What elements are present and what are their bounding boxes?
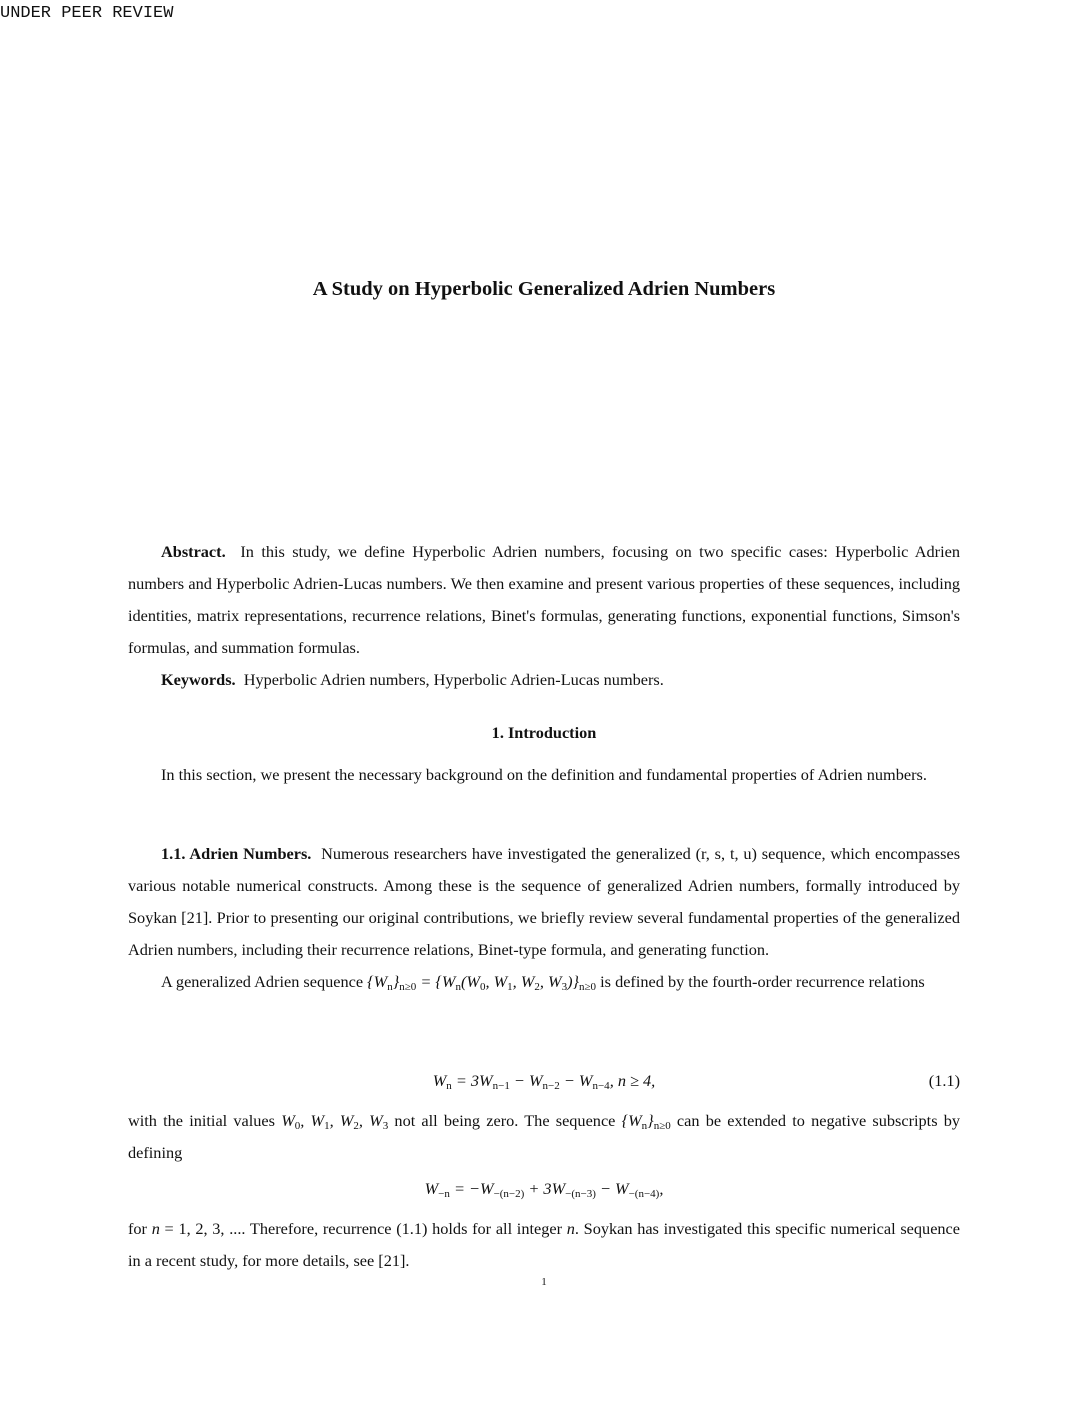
math-sub: n: [641, 1120, 648, 1132]
initial-values-paragraph: [128, 1105, 960, 1169]
math-sub: −(n−3): [565, 1188, 596, 1200]
math: )}: [567, 972, 580, 991]
equation-negative-subscripts: [128, 1173, 960, 1205]
intro-paragraph: [128, 759, 960, 791]
text: not all being zero. The sequence: [388, 1111, 622, 1130]
math-sub: 0: [294, 1120, 301, 1132]
math: {W: [621, 1111, 642, 1130]
subsection-text: Numerous researchers have investigated the generalized (r, s, t, u) sequence, which encompasses various notable numerical constructs. Among these is the sequence of generalized Adrien numbers, formally introduced by Soykan [21]. Prior to presenting our original contributions, we briefly review several fundamental properties of the generalized Adrien numbers, including their recurrence relations, Binet-type formula, and generating function.: [128, 844, 961, 959]
math-sub: −(n−4): [628, 1188, 660, 1200]
math-sub: n−2: [542, 1080, 560, 1092]
math: n: [566, 1219, 575, 1238]
intro-text: In this section, we present the necessary background on the definition and fundamental properties of Adrien numbers.: [161, 765, 927, 784]
math-sub: 0: [479, 981, 486, 993]
math: }: [392, 972, 400, 991]
keywords-label: Keywords.: [161, 670, 236, 689]
math: {W: [367, 972, 388, 991]
math-sub: 1: [324, 1120, 330, 1132]
section-heading-introduction: 1. Introduction: [491, 723, 597, 742]
math: − W: [509, 1071, 543, 1090]
math-sub: n: [446, 1080, 452, 1092]
math-sub: n: [387, 981, 393, 993]
math-sub: −(n−2): [493, 1188, 525, 1200]
keywords-text: Hyperbolic Adrien numbers, Hyperbolic Adrien-Lucas numbers.: [243, 670, 664, 689]
math-sub: n≥0: [653, 1120, 671, 1132]
math: , W: [358, 1111, 383, 1130]
math: , W: [539, 972, 562, 991]
math-sub: n≥0: [579, 981, 597, 993]
math: W: [432, 1071, 447, 1090]
math-sub: n≥0: [399, 981, 417, 993]
abstract-label: Abstract.: [161, 542, 226, 561]
text: . Soykan has investigated this specific numerical sequence in a recent study, for more details, see [21].: [128, 1219, 961, 1270]
abstract: [128, 536, 960, 696]
math: (W: [460, 972, 480, 991]
paper-title: A Study on Hyperbolic Generalized Adrien Numbers: [312, 278, 776, 300]
math: , n ≥ 4,: [609, 1071, 656, 1090]
text: is defined by the fourth-order recurrence relations: [596, 972, 925, 991]
math: n: [151, 1219, 160, 1238]
math-sub: −n: [438, 1188, 450, 1200]
abstract-paragraph: [128, 536, 960, 664]
keywords-paragraph: [128, 664, 960, 696]
math-sub: 3: [561, 981, 568, 993]
math: = −W: [449, 1179, 494, 1198]
math: = 3W: [451, 1071, 493, 1090]
math: W: [281, 1111, 295, 1130]
math-sub: 2: [353, 1120, 359, 1132]
closing-paragraph: [128, 1213, 960, 1277]
text: can be extended to negative subscripts by defining: [128, 1111, 961, 1162]
sequence-definition: [128, 966, 960, 998]
page-number: 1: [541, 1276, 547, 1288]
math: ,: [659, 1179, 664, 1198]
math-sub: n−4: [592, 1080, 610, 1092]
peer-review-header: UNDER PEER REVIEW: [0, 4, 174, 23]
math: − W: [559, 1071, 593, 1090]
math: − W: [595, 1179, 629, 1198]
math-sub: 2: [534, 981, 540, 993]
equation-number: (1.1): [928, 1071, 960, 1090]
text: with the initial values: [128, 1111, 282, 1130]
math: , W: [512, 972, 535, 991]
math-sub: 1: [507, 981, 513, 993]
text: for: [128, 1219, 152, 1238]
math-sub: n−1: [492, 1080, 510, 1092]
math: + 3W: [524, 1179, 566, 1198]
subsection-paragraph: [128, 838, 960, 966]
math: , W: [300, 1111, 325, 1130]
text: = 1, 2, 3, .... Therefore, recurrence (1.1) holds for all integer: [159, 1219, 567, 1238]
text: A generalized Adrien sequence: [161, 972, 368, 991]
math: , W: [329, 1111, 354, 1130]
math: }: [647, 1111, 654, 1130]
math: , W: [485, 972, 508, 991]
abstract-text: In this study, we define Hyperbolic Adrien numbers, focusing on two specific cases: Hyperbolic Adrien numbers and Hyperbolic Adrien-Lucas numbers. We then examine and present various properties of these sequences, including identities, matrix representations, recurrence relations, Binet's formulas, generating functions, exponential functions, Simson's formulas, and summation formulas.: [128, 542, 960, 657]
math-sub: n: [455, 981, 461, 993]
subsection-adrien-numbers: [128, 838, 960, 998]
math: W: [424, 1179, 439, 1198]
math: = {W: [416, 972, 456, 991]
subsection-label: 1.1. Adrien Numbers.: [161, 844, 312, 863]
math-sub: 3: [382, 1120, 389, 1132]
equation-1-1: [128, 1065, 960, 1097]
